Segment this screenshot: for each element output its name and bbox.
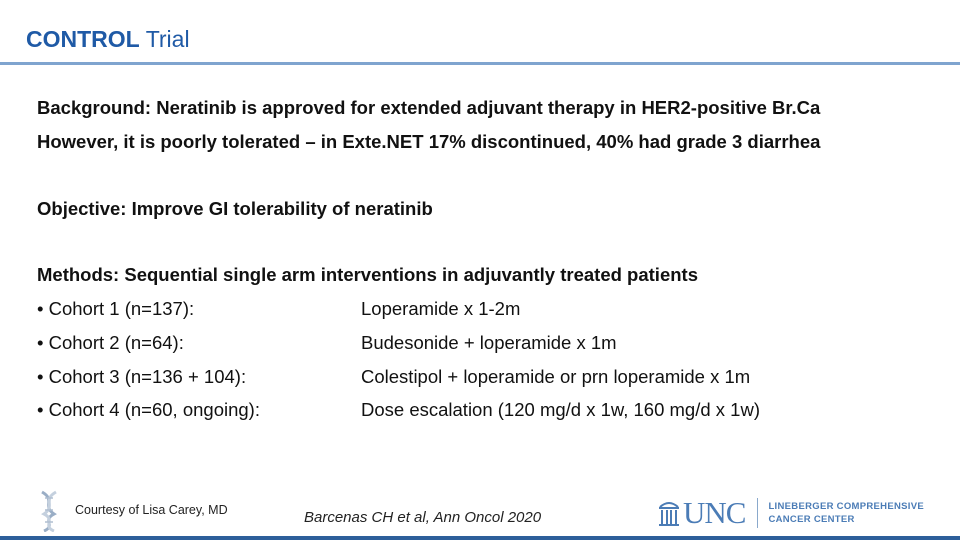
unc-logo bbox=[658, 496, 924, 530]
methods-heading: Methods: Sequential single arm interventions in adjuvantly treated patients bbox=[37, 264, 698, 285]
background-line-2: However, it is poorly tolerated – in Exte.NET 17% discontinued, 40% had grade 3 diarrhea bbox=[37, 131, 821, 152]
cohort-label: • Cohort 3 (n=136 + 104): bbox=[37, 366, 247, 387]
old-well-icon bbox=[658, 499, 680, 527]
bottom-bar bbox=[0, 536, 960, 540]
background-line-1: Background: Neratinib is approved for extended adjuvant therapy in HER2-positive Br.Ca bbox=[37, 97, 821, 118]
courtesy-credit: Courtesy of Lisa Carey, MD bbox=[75, 503, 228, 517]
cohort-detail: Budesonide + loperamide x 1m bbox=[361, 332, 617, 353]
cohort-label: • Cohort 2 (n=64): bbox=[37, 332, 184, 353]
cohort-label: • Cohort 4 (n=60, ongoing): bbox=[37, 399, 260, 420]
objective-line: Objective: Improve GI tolerability of neratinib bbox=[37, 198, 433, 219]
cohort-label: • Cohort 1 (n=137): bbox=[37, 298, 195, 319]
slide-title bbox=[26, 26, 190, 53]
lineberger-text bbox=[768, 500, 924, 526]
cohort-detail: Colestipol + loperamide or prn loperamide x 1m bbox=[361, 366, 751, 387]
dna-icon bbox=[38, 490, 60, 532]
logo-sub-line-2: CANCER CENTER bbox=[768, 514, 855, 525]
logo-sub-line-1: LINEBERGER COMPREHENSIVE bbox=[768, 501, 924, 512]
cohort-detail: Dose escalation (120 mg/d x 1w, 160 mg/d x 1w) bbox=[361, 399, 760, 420]
unc-wordmark: UNC bbox=[683, 495, 746, 530]
citation: Barcenas CH et al, Ann Oncol 2020 bbox=[304, 509, 542, 526]
logo-divider bbox=[757, 498, 758, 528]
title-bold: CONTROL bbox=[26, 26, 140, 52]
cohort-detail: Loperamide x 1-2m bbox=[361, 298, 521, 319]
title-divider bbox=[0, 62, 960, 65]
title-rest: Trial bbox=[139, 26, 190, 52]
